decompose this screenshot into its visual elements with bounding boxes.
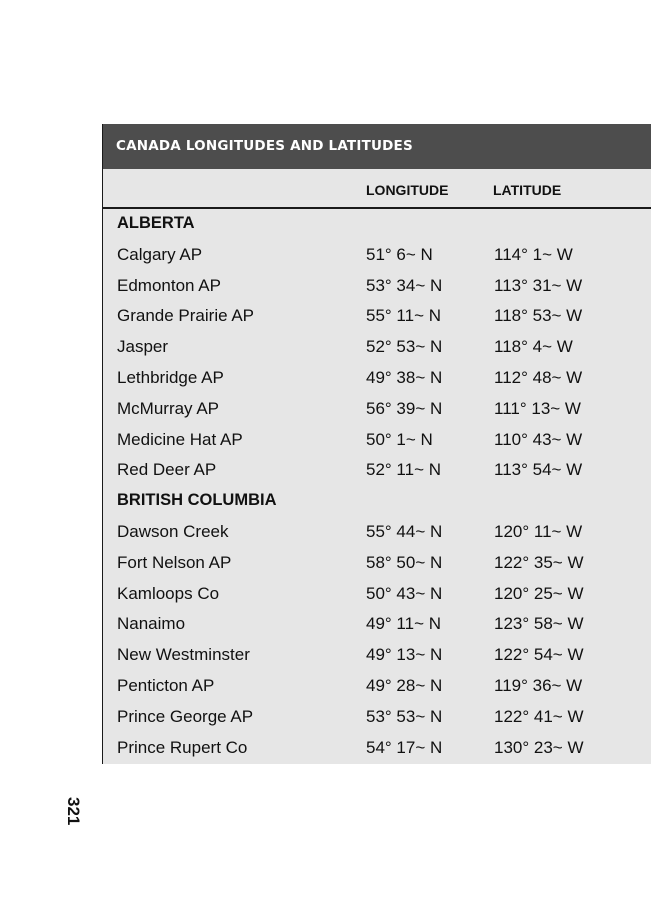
longitude-cell: 53° 53~ N xyxy=(366,706,443,726)
station-name: Calgary AP xyxy=(117,244,203,264)
latitude-cell: 118° 4~ W xyxy=(494,337,573,357)
province-name: ALBERTA xyxy=(117,214,195,232)
station-name: Jasper xyxy=(117,337,169,357)
station-name: McMurray AP xyxy=(117,398,220,418)
table-row xyxy=(103,362,651,393)
table-row xyxy=(103,454,651,485)
longitude-cell: 51° 6~ N xyxy=(366,244,433,264)
latitude-cell: 123° 58~ W xyxy=(494,614,584,634)
longitude-cell: 49° 11~ N xyxy=(366,614,442,634)
station-name: New Westminster xyxy=(117,645,250,665)
station-name: Edmonton AP xyxy=(117,275,221,295)
station-name: Prince George AP xyxy=(117,706,254,726)
table-row xyxy=(103,670,651,701)
table-body xyxy=(103,208,651,762)
longitude-cell: 53° 34~ N xyxy=(366,275,443,295)
table-row xyxy=(103,639,651,670)
latitude-cell: 118° 53~ W xyxy=(494,306,583,326)
table-title: CANADA LONGITUDES AND LATITUDES xyxy=(116,138,413,154)
latitude-cell: 113° 31~ W xyxy=(494,275,583,295)
table-row xyxy=(103,732,651,763)
longitude-cell: 52° 11~ N xyxy=(366,460,442,480)
latitude-cell: 120° 25~ W xyxy=(494,583,584,603)
table-row xyxy=(103,424,651,455)
station-name: Dawson Creek xyxy=(117,521,229,541)
table-row xyxy=(103,393,651,424)
table-row xyxy=(103,300,651,331)
longitude-cell: 58° 50~ N xyxy=(366,552,443,572)
section-heading-row xyxy=(103,208,651,239)
table-title-bar xyxy=(103,124,651,169)
station-name: Penticton AP xyxy=(117,675,215,695)
longitude-cell: 55° 11~ N xyxy=(366,306,442,326)
province-name: BRITISH COLUMBIA xyxy=(117,491,277,510)
longitude-cell: 56° 39~ N xyxy=(366,398,443,418)
longitude-cell: 50° 43~ N xyxy=(366,583,443,603)
latitude-cell: 112° 48~ W xyxy=(494,367,583,387)
station-name: Kamloops Co xyxy=(117,583,220,603)
longitude-cell: 49° 13~ N xyxy=(366,645,443,665)
table-row xyxy=(103,578,651,609)
latitude-cell: 120° 11~ W xyxy=(494,521,583,541)
latitude-cell: 113° 54~ W xyxy=(494,460,583,480)
station-name: Prince Rupert Co xyxy=(117,737,248,757)
station-name: Nanaimo xyxy=(117,614,186,634)
table-row xyxy=(103,608,651,639)
station-name: Grande Prairie AP xyxy=(117,306,255,326)
latitude-cell: 130° 23~ W xyxy=(494,737,584,757)
latitude-cell: 122° 54~ W xyxy=(494,645,584,665)
longitude-cell: 52° 53~ N xyxy=(366,337,443,357)
table-row xyxy=(103,331,651,362)
longitude-column-header: LONGITUDE xyxy=(366,182,449,198)
table-row xyxy=(103,701,651,732)
longitude-cell: 55° 44~ N xyxy=(366,521,443,541)
latitude-cell: 122° 35~ W xyxy=(494,552,584,572)
latitude-cell: 110° 43~ W xyxy=(494,429,583,449)
page-number: 321 xyxy=(64,797,83,826)
section-heading-row xyxy=(103,485,651,516)
station-name: Lethbridge AP xyxy=(117,367,224,387)
table-row xyxy=(103,547,651,578)
longitude-cell: 49° 28~ N xyxy=(366,675,443,695)
table-row xyxy=(103,516,651,547)
latitude-cell: 111° 13~ W xyxy=(494,398,581,418)
table-row xyxy=(103,239,651,270)
longitude-cell: 49° 38~ N xyxy=(366,367,443,387)
latitude-column-header: LATITUDE xyxy=(493,182,562,198)
station-name: Fort Nelson AP xyxy=(117,552,232,572)
coordinates-table xyxy=(102,124,651,764)
station-name: Red Deer AP xyxy=(117,460,217,480)
table-row xyxy=(103,270,651,301)
station-name: Medicine Hat AP xyxy=(117,429,243,449)
latitude-cell: 122° 41~ W xyxy=(494,706,584,726)
latitude-cell: 114° 1~ W xyxy=(494,244,573,264)
latitude-cell: 119° 36~ W xyxy=(494,675,583,695)
longitude-cell: 54° 17~ N xyxy=(366,737,443,757)
longitude-cell: 50° 1~ N xyxy=(366,429,433,449)
